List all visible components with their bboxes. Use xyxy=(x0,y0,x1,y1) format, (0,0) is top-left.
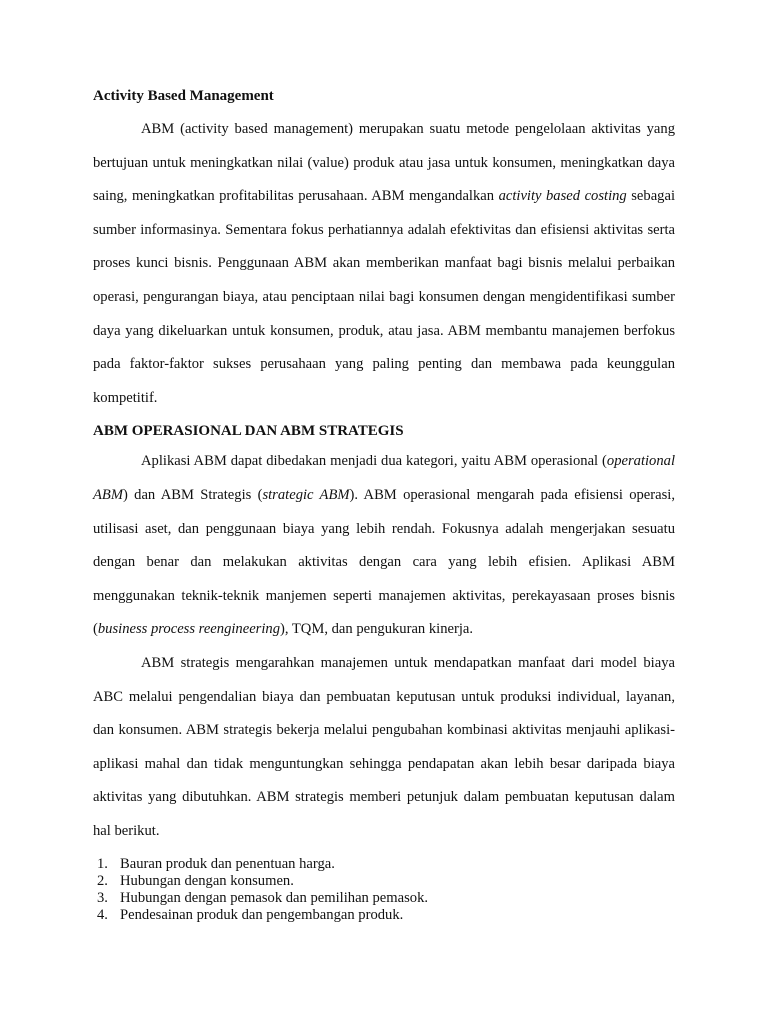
list-number: 2. xyxy=(97,873,108,890)
list-number: 4. xyxy=(97,907,108,924)
paragraph-abm-strategis: ABM strategis mengarahkan manajemen untuk mendapatkan manfaat dari model biaya ABC melalui pengendalian biaya dan pembuatan keputusan untuk produksi individual, layanan, dan konsumen. ABM strategis bekerja melalui pengubahan kombinasi aktivitas menjauhi aplikasi-aplikasi mahal dan tidak menguntungkan sehingga pendapatan akan lebih besar daripada biaya aktivitas yang dibutuhkan. ABM strategis memberi petunjuk dalam pembuatan keputusan dalam hal berikut. xyxy=(93,654,675,839)
list-item xyxy=(93,890,675,907)
paragraph-abm-operasional xyxy=(93,445,675,647)
decision-list xyxy=(93,856,675,924)
list-item-text: Pendesainan produk dan pengembangan produk. xyxy=(120,907,404,924)
paragraph-abm-definition xyxy=(93,113,675,415)
italic-term-business-process-reengineering: business process reengineering xyxy=(97,621,280,638)
list-item xyxy=(93,873,675,890)
list-item-text: Hubungan dengan pemasok dan pemilihan pemasok. xyxy=(120,890,429,907)
document-page xyxy=(93,86,675,924)
italic-term-strategic-abm: strategic ABM xyxy=(262,486,350,503)
list-item xyxy=(93,856,675,873)
list-item-text: Bauran produk dan penentuan harga. xyxy=(120,856,335,873)
italic-term-operational-abm: operational ABM xyxy=(93,453,675,503)
list-number: 3. xyxy=(97,890,108,907)
section-title-abm-operasional-strategis: ABM OPERASIONAL DAN ABM STRATEGIS xyxy=(93,423,404,440)
text-run: sebagai sumber informasinya. Sementara fokus perhatiannya adalah efektivitas dan efisiensi aktivitas serta proses kunci bisnis. Penggunaan ABM akan memberikan manfaat bagi bisnis melalui perbaikan operasi, pengurangan biaya, atau penciptaan nilai bagi konsumen dengan mengidentifikasi sumber daya yang dikeluarkan untuk konsumen, produk, atau jasa. ABM membantu manajemen berfokus pada faktor-faktor sukses perusahaan yang paling penting dan membawa pada keunggulan kompetitif. xyxy=(93,188,675,406)
text-run: Aplikasi ABM dapat dibedakan menjadi dua kategori, yaitu ABM operasional ( xyxy=(141,453,607,470)
list-number: 1. xyxy=(97,856,108,873)
section-title-activity-based-management: Activity Based Management xyxy=(93,88,274,104)
list-item xyxy=(93,907,675,924)
text-run: ), TQM, dan pengukuran kinerja. xyxy=(280,621,474,638)
text-run: ABM (activity based management) merupakan suatu metode pengelolaan aktivitas yang bertujuan untuk meningkatkan nilai (value) produk atau jasa untuk konsumen, meningkatkan daya saing, meningkatkan profitabilitas perusahaan. ABM mengandalkan xyxy=(93,121,675,205)
text-run: ). ABM operasional mengarah pada efisiensi operasi, utilisasi aset, dan penggunaan biaya yang lebih rendah. Fokusnya adalah mengerjakan sesuatu dengan benar dan melakukan aktivitas dengan cara yang lebih efisien. Aplikasi ABM menggunakan teknik-teknik manjemen seperti manajemen aktivitas, perekayasaan proses bisnis ( xyxy=(93,486,675,638)
text-run: ) dan ABM Strategis ( xyxy=(123,486,263,503)
list-item-text: Hubungan dengan konsumen. xyxy=(120,873,294,890)
italic-term-activity-based-costing: activity based costing xyxy=(498,188,627,205)
